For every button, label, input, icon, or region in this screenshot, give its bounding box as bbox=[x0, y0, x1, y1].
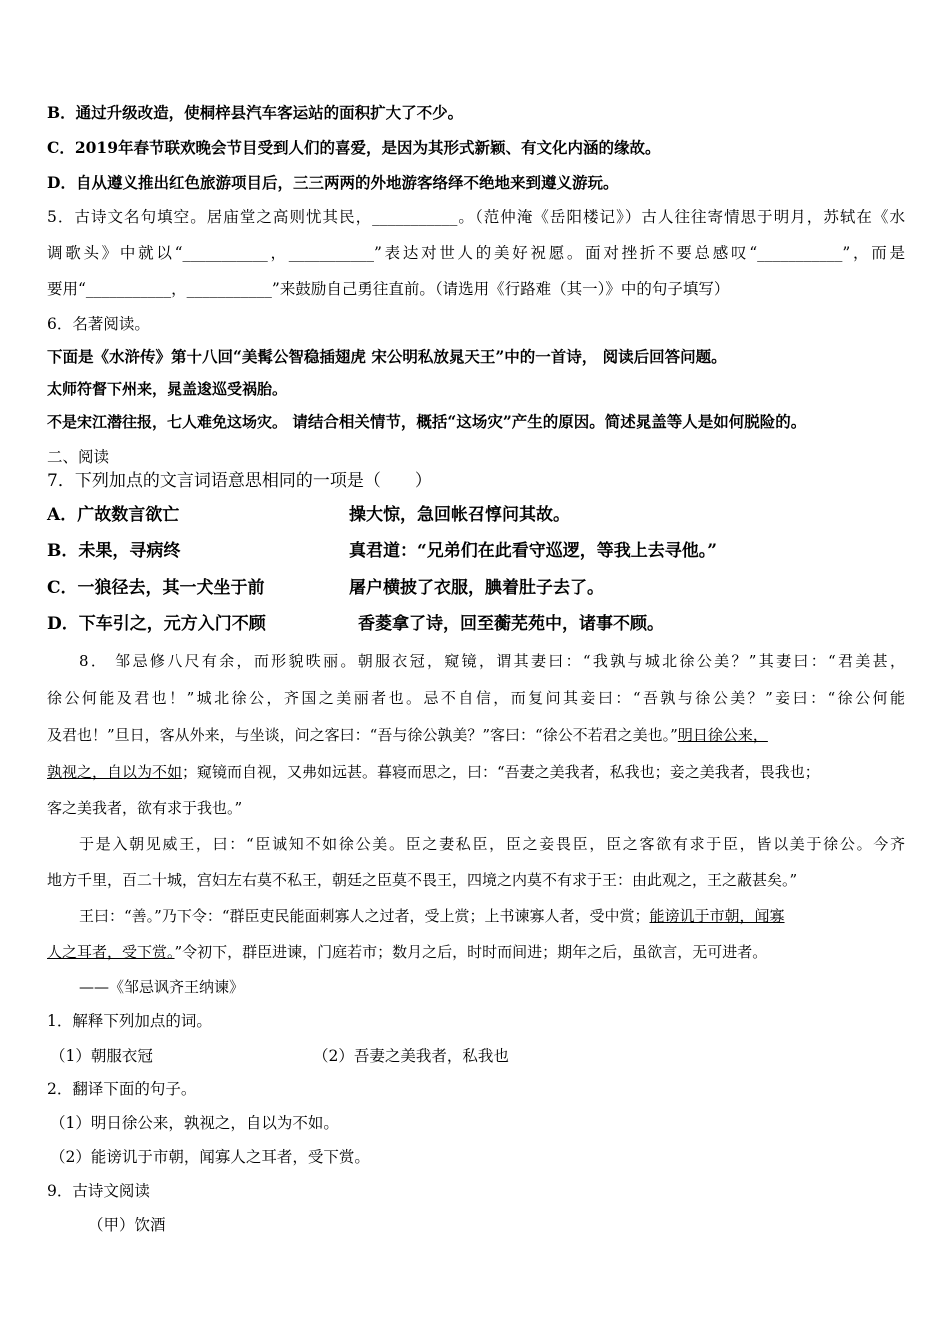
q8-passage-line-3-text: 及君也！”旦日，客从外来，与坐谈，问之客曰：“吾与徐公孰美？”客曰：“徐公不若君之美也。” bbox=[47, 726, 678, 744]
q4-option-b: B．通过升级改造，使桐梓县汽车客运站的面积扩大了不少。 bbox=[47, 103, 464, 122]
q8-passage-line-4 bbox=[47, 761, 820, 783]
q5-line-2: 调歌头》中就以“___________，___________”表达对世人的美好祝愿。面对挫折不要总感叹“___________”，而是 bbox=[47, 244, 905, 262]
q7-option-c-right: 屠户横披了衣服，腆着肚子去了。 bbox=[349, 578, 604, 598]
q8-sub1-heading: 1．解释下列加点的词。 bbox=[47, 1012, 212, 1030]
q7-option-a-right: 操大惊，急回帐召惇问其故。 bbox=[349, 505, 570, 525]
q6-title: 6．名著阅读。 bbox=[47, 315, 150, 333]
q8-passage-para3-line-2-text: ”令初下，群臣进谏，门庭若市；数月之后，时时而间进；期年之后，虽欲言，无可进者。 bbox=[174, 943, 768, 961]
q8-underlined-sentence-2-part-2: 人之耳者，受下赏。 bbox=[47, 943, 175, 961]
q9-subtitle: （甲）饮酒 bbox=[88, 1216, 166, 1234]
q8-passage-para3-line-2 bbox=[47, 941, 767, 963]
q8-passage-para3-line-1 bbox=[79, 905, 785, 927]
q8-passage-line-3 bbox=[47, 724, 768, 746]
q4-option-d: D．自从遵义推出红色旅游项目后，三三两两的外地游客络绎不绝地来到遵义游玩。 bbox=[47, 173, 619, 192]
q6-poem-line-2: 不是宋江潜往报，七人难免这场灾。 bbox=[47, 413, 288, 431]
q8-passage-line-1: 8． 邹忌修八尺有余，而形貌昳丽。朝服衣冠，窥镜，谓其妻曰：“我孰与城北徐公美？”其妻曰：“君美甚， bbox=[79, 652, 905, 670]
q8-passage-para2-line-1: 于是入朝见威王，曰：“臣诚知不如徐公美。臣之妻私臣，臣之妾畏臣，臣之客欲有求于臣，皆以美于徐公。今齐 bbox=[79, 835, 905, 853]
q8-passage-line-4-text: ；窥镜而自视，又弗如远甚。暮寝而思之，曰：“吾妻之美我者，私我也；妾之美我者，畏我也； bbox=[182, 763, 820, 781]
q9-title: 9．古诗文阅读 bbox=[47, 1182, 150, 1200]
q8-sub2-heading: 2．翻译下面的句子。 bbox=[47, 1080, 197, 1098]
q8-sub1-item-1: （1）朝服衣冠 bbox=[50, 1047, 153, 1065]
q5-line-1: 5．古诗文名句填空。居庙堂之高则忧其民，___________。（范仲淹《岳阳楼记》）古人往往寄情思于明月，苏轼在《水 bbox=[47, 208, 905, 226]
q8-source: ——《邹忌讽齐王纳谏》 bbox=[79, 978, 245, 996]
q7-option-d-right: 香菱拿了诗，回至蘅芜苑中，诸事不顾。 bbox=[358, 614, 664, 634]
q4-option-c: C．2019年春节联欢晚会节目受到人们的喜爱，是因为其形式新颖、有文化内涵的缘故。 bbox=[47, 138, 661, 157]
q8-underlined-sentence-part-2: 孰视之，自以为不如 bbox=[47, 763, 183, 781]
q6-intro: 下面是《水浒传》第十八回“美髯公智稳插翅虎 宋公明私放晁天王”中的一首诗， 阅读后回答问题。 bbox=[47, 347, 727, 366]
q8-passage-line-2: 徐公何能及君也！”城北徐公，齐国之美丽者也。忌不自信，而复问其妾曰：“吾孰与徐公美？”妾曰：“徐公何能 bbox=[47, 689, 905, 707]
q8-sub1-item-2: （2）吾妻之美我者，私我也 bbox=[313, 1047, 509, 1065]
q7-stem: 7．下列加点的文言词语意思相同的一项是（ ） bbox=[47, 471, 432, 491]
q8-underlined-sentence-part-1: 明日徐公来， bbox=[677, 726, 768, 744]
q8-underlined-sentence-2-part-1: 能谤讥于市朝，闻寡 bbox=[649, 907, 785, 925]
q7-option-a-left: A．广故数言欲亡 bbox=[47, 505, 180, 525]
q7-option-c-left: C．一狼径去，其一犬坐于前 bbox=[47, 578, 265, 598]
q8-sub2-item-2: （2）能谤讥于市朝，闻寡人之耳者，受下赏。 bbox=[50, 1148, 370, 1166]
q6-poem-and-question bbox=[47, 411, 806, 433]
q8-passage-para3-text: 王曰：“善。”乃下令：“群臣吏民能面刺寡人之过者，受上赏；上书谏寡人者，受中赏； bbox=[79, 907, 650, 925]
q6-question: 请结合相关情节，概括“这场灾”产生的原因。简述晁盖等人是如何脱险的。 bbox=[287, 412, 807, 431]
q5-line-3: 要用“___________，___________”来鼓励自己勇往直前。（请选用《行路难（其一）》中的句子填写） bbox=[47, 280, 730, 298]
q8-sub2-item-1: （1）明日徐公来，孰视之，自以为不如。 bbox=[50, 1114, 339, 1132]
q7-option-b-left: B．未果，寻病终 bbox=[47, 541, 181, 561]
q6-poem-line-1: 太师符督下州来，晁盖逡巡受祸胎。 bbox=[47, 380, 288, 398]
q8-passage-line-5: 客之美我者，欲有求于我也。” bbox=[47, 799, 243, 817]
section-heading-reading: 二、阅读 bbox=[47, 448, 110, 466]
q8-passage-para2-line-2: 地方千里，百二十城，宫妇左右莫不私王，朝廷之臣莫不畏王，四境之内莫不有求于王：由此观之，王之蔽甚矣。” bbox=[47, 871, 798, 889]
q7-option-b-right: 真君道：“兄弟们在此看守巡逻，等我上去寻他。” bbox=[349, 541, 718, 561]
q7-option-d-left: D．下车引之，元方入门不顾 bbox=[47, 614, 266, 634]
